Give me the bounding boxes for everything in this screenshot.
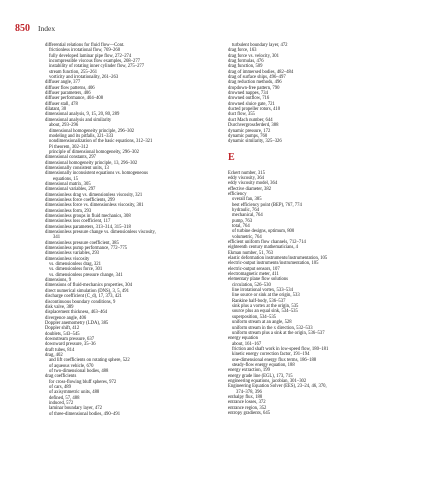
index-entry: dimensionless form, 293 [45, 208, 92, 214]
index-entry: drag function, 509 [228, 64, 263, 70]
index-subentry: instability of rotating inner cylinder flow, 275–277 [49, 64, 145, 70]
index-entry: dimensional homogeneity principle, 13, 296–302 [45, 160, 138, 166]
index-subentry: of aqueous vehicle, 670 [49, 363, 94, 369]
index-subentry: total, 764 [232, 223, 250, 229]
index-subentry: and lift coefficients on rotating sphere, 522 [49, 358, 130, 364]
index-subentry: of three-dimensional bodies, 490–491 [49, 411, 121, 417]
index-entry: dimensional analysis and similarity [45, 117, 112, 123]
index-entry: entrance losses, 372 [228, 400, 266, 406]
index-column-left [45, 43, 235, 417]
index-entry: dimensionless viscosity [45, 256, 90, 262]
index-subentry: pump, 763 [232, 218, 253, 224]
index-entry: dimensionless parameters, 313–314, 315–318 [45, 224, 131, 230]
index-entry: dimensionless groups in fluid mechanics, 308 [45, 214, 131, 219]
index-subentry: induced, 572 [49, 401, 74, 407]
index-entry: dimensionless pressure change vs. dimensionless viscosity, [45, 230, 156, 236]
index-entry: diffuser parameters, 406 [45, 91, 91, 97]
index-entry: eddy viscosity, 364 [228, 175, 265, 181]
index-entry: energy extraction, 199 [228, 368, 270, 374]
index-entry: eddy viscosity model, 364 [228, 181, 278, 187]
index-entry: doublets, 543–545 [45, 331, 80, 337]
index-entry: elementary plane flow solutions [228, 277, 289, 283]
index-entry: enthalpy flux, 188 [228, 394, 263, 400]
index-entry: eighteenth century mathematicians, 4 [228, 245, 299, 251]
index-entry: discontinuous boundary conditions, 9 [45, 299, 116, 305]
index-entry: dynamic similarity, 325–326 [228, 139, 282, 145]
section-letter-heading: E [228, 151, 235, 163]
index-entry: displacement thickness, 463–464 [45, 310, 108, 316]
index-subentry: equations, 15 [53, 176, 78, 182]
index-subentry: mechanical, 764 [232, 213, 263, 219]
index-entry: dimensionless drag vs. dimensionless viscosity, 321 [45, 192, 143, 198]
index-subentry: source plus an equal sink, 534–535 [232, 309, 298, 315]
index-subentry: defined, 57, 488 [49, 395, 80, 401]
index-entry: diffuser angle, 377 [45, 80, 81, 86]
index-subentry: of turbine designs, optimum, 800 [232, 229, 295, 235]
index-subentry: of axisymmetric units, 488 [49, 390, 100, 396]
index-column-right [228, 43, 418, 416]
index-entry: dimensional matrix, 305 [45, 181, 91, 187]
index-subentry: about, 161–167 [232, 341, 262, 347]
index-entry: Doppler anemometry (LDA), 385 [45, 320, 109, 326]
index-entry: electric-output sensors, 107 [228, 266, 280, 272]
index-subentry: principle of dimensional homogeneity, 296–302 [49, 149, 139, 155]
index-subentry: dimensional homogeneity principle, 296–302 [49, 128, 135, 134]
index-entry: drag reduction methods, 496 [228, 80, 282, 86]
index-entry: dimensional constants, 297 [45, 155, 96, 161]
index-entry: dilatant, 30 [45, 107, 67, 113]
index-subentry: uniform stream plus a sink at the origin, 536–537 [232, 330, 325, 336]
index-subentry: frictionless irrotational flow, 769–260 [49, 48, 121, 54]
index-subentry: stream function, 255–261 [49, 69, 98, 75]
index-entry: dimensionless pump performance, 772–775 [45, 246, 128, 252]
index-subentry: incompressible viscous flow examples, 268–277 [49, 59, 141, 65]
index-entry: energy equation [228, 336, 258, 342]
index-subentry: line irrotational vortex, 533–534 [232, 288, 293, 294]
index-entry: Durchvergrossferderd, 388 [228, 123, 279, 129]
index-entry: ducted propeller rotors, 410 [228, 107, 281, 113]
index-entry: drag formulas, 476 [228, 59, 264, 65]
index-entry: direct numerical simulation (DNS), 3, 5, 491 [45, 288, 129, 294]
index-entry: dimensional analysis, 9, 15, 20, 80, 289 [45, 112, 120, 118]
index-entry: dimensionless variables, 293 [45, 251, 100, 257]
index-entry: dimensionless force coefficients, 299 [45, 197, 115, 203]
index-entry: electromagnetic meter, 411 [228, 272, 279, 278]
index-subentry: modeling and its pitfalls, 321–333 [49, 133, 114, 139]
index-subentry: best efficiency point (BEP), 767, 774 [232, 202, 302, 208]
index-entry: drag force, 163 [228, 48, 257, 54]
index-entry: drag of immersed bodies, 482–484 [228, 69, 294, 75]
index-entry: efficient uniform flow channels, 712–714 [228, 240, 306, 245]
index-entry: energy grade line (EGL), 173, 715 [228, 373, 293, 379]
index-entry: Eckert number, 315 [228, 170, 265, 176]
index-entry: dimensionally consistent units, 13 [45, 165, 109, 171]
index-entry: engineering equations, jacobian, 301–302 [228, 378, 307, 384]
index-entry: discharge coefficient (C_d), 17, 373, 421 [45, 294, 122, 300]
index-entry: downstream pressure, 637 [45, 336, 95, 342]
index-subentry: nondimensionalization of the basic equations, 312–321 [49, 139, 153, 145]
index-entry: drag of surface ships, 496–497 [228, 75, 286, 81]
index-subentry: overall fan, 385 [232, 197, 262, 203]
index-entry: Engineering Equation Solver (EES), 23–24, 46, 370, [228, 384, 327, 390]
index-subentry: of two-dimensional bodies, 488 [49, 368, 109, 374]
index-subentry: line source or sink at the origin, 533 [232, 293, 300, 299]
index-entry: dimensional variables, 297 [45, 187, 96, 193]
index-entry: efficiency [228, 191, 247, 197]
page-title: Index [38, 24, 56, 33]
section-spacer [228, 145, 418, 150]
index-subentry: vs. dimensionless pressure change, 341 [49, 272, 123, 278]
index-subentry: vs. dimensionless force, 301 [49, 267, 103, 273]
page-header [15, 18, 55, 36]
index-entry: Ekman number, 51, 763 [228, 250, 273, 256]
index-subentry: kinetic energy correction factor, 191–194 [232, 352, 310, 358]
index-entry: downward pressure, 35–36 [45, 342, 96, 348]
index-entry: dimensionless force vs. dimensionless viscosity, 301 [45, 203, 144, 209]
index-entry: entropy gradients, 645 [228, 411, 271, 416]
index-subentry: 374–378, 396 [236, 389, 262, 395]
index-entry: dynamic pressure, 172 [228, 128, 271, 134]
index-entry: dimensions of fluid-mechanics properties, 304 [45, 283, 133, 289]
index-subentry: for cross-flowing bluff spheres, 972 [49, 379, 117, 385]
index-subentry: volumetric, 764 [232, 234, 262, 240]
index-entry: dynamic pumps, 760 [228, 133, 268, 139]
index-subentry: hydraulic, 764 [232, 207, 260, 213]
index-subentry: superposition, 534–535 [232, 314, 277, 320]
index-entry: dimensions, 9 [45, 278, 72, 284]
index-subentry: sink plus a vortex at the origin, 535 [232, 304, 299, 310]
index-entry: differential relations for fluid flow—Cont. [45, 43, 125, 48]
index-subentry: turbulent boundary layer, 472 [232, 43, 288, 48]
index-entry: diffuser flow patterns, 406 [45, 85, 95, 91]
index-entry: disk valve, 389 [45, 304, 74, 310]
index-subentry: vorticity and irrotationality, 261–263 [49, 75, 119, 81]
index-subentry: fully developed laminar pipe flow, 272–274 [49, 53, 132, 59]
index-entry: drowned outflow, 716 [228, 96, 270, 102]
index-entry: duct flow, 355 [228, 112, 255, 118]
index-entry: duct Mach number, 644 [228, 117, 273, 123]
index-entry: drowned nappes, 734 [228, 91, 268, 97]
index-subentry: one-dimensional energy flux terms, 186–188 [232, 357, 317, 363]
index-subentry: Rankine half-body, 536–537 [232, 298, 286, 304]
index-subentry: Pi theorem, 302–312 [49, 144, 89, 150]
index-entry: drag, 402 [45, 352, 63, 358]
index-subentry: steady-flow energy equation, 188 [232, 362, 295, 368]
index-subentry: 341 [53, 235, 61, 241]
index-entry: dimensionally inconsistent equations vs. homogeneous [45, 171, 148, 177]
index-entry: dropdown-free pattern, 790 [228, 85, 280, 91]
index-entry: dimensionless loss coefficient, 117 [45, 219, 111, 225]
index-entry: drag force vs. velocity, 301 [228, 53, 279, 59]
index-entry: Doppler shift, 412 [45, 326, 80, 332]
index-entry: entrance region, 352 [228, 405, 267, 411]
index-subentry: uniform stream at an angle, 528 [232, 320, 292, 326]
index-entry: elastic deformation instruments/instrumentation, 105 [228, 256, 328, 262]
index-subentry: uniform stream in the x direction, 532–533 [232, 325, 313, 331]
index-entry: drag coefficients [45, 374, 77, 380]
index-entry: electric-output instruments/instrumentation, 105 [228, 261, 319, 267]
index-entry: diffuser performance, 404–408 [45, 96, 104, 102]
index-entry: draft tubes, 814 [45, 347, 75, 353]
index-entry: dimensionless pressure coefficient, 385 [45, 240, 119, 246]
index-subentry: laminar boundary layer, 472 [49, 406, 102, 412]
index-entry: effective diameter, 382 [228, 186, 272, 192]
page-number: 850 [15, 23, 30, 34]
index-subentry: vs. dimensionless drag, 321 [49, 262, 101, 268]
index-entry: drowned sluice gate, 721 [228, 101, 275, 107]
index-subentry: about, 293–296 [49, 123, 79, 129]
index-subentry: of cars, 489 [49, 385, 71, 390]
index-subentry: friction and shaft work in low-speed flow, 180–181 [232, 346, 329, 352]
index-entry: divergence angle, 406 [45, 315, 87, 321]
index-entry: diffuser stall, 478 [45, 101, 78, 107]
index-subentry: circulation, 526–530 [232, 282, 271, 288]
